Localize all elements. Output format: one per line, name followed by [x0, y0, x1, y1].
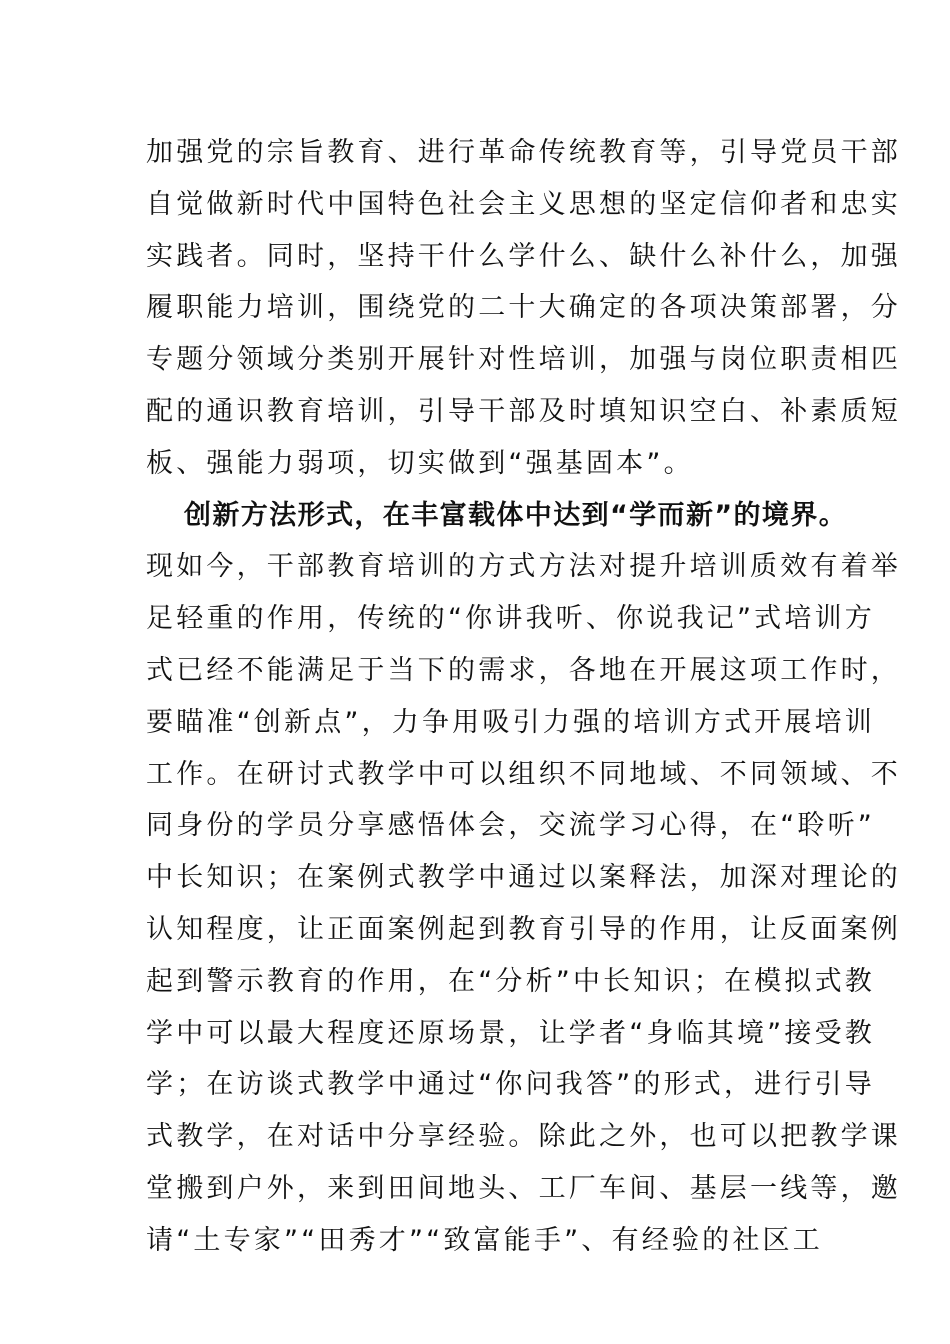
- text-line: 足轻重的作用，传统的“你讲我听、你说我记”式培训方: [146, 603, 875, 635]
- text-line: 式教学，在对话中分享经验。除此之外，也可以把教学课: [146, 1121, 901, 1153]
- text-line: 认知程度，让正面案例起到教育引导的作用，让反面案例: [146, 913, 901, 945]
- text-line: 式已经不能满足于当下的需求，各地在开展这项工作时，: [146, 654, 901, 686]
- text-line: 工作。在研讨式教学中可以组织不同地域、不同领域、不: [146, 758, 901, 790]
- text-line: 配的通识教育培训，引导干部及时填知识空白、补素质短: [146, 395, 901, 427]
- text-line: 学中可以最大程度还原场景，让学者“身临其境”接受教: [146, 1017, 875, 1049]
- text-line: 请“土专家”“田秀才”“致富能手”、有经验的社区工: [146, 1224, 823, 1256]
- text-line: 履职能力培训，围绕党的二十大确定的各项决策部署，分: [146, 292, 901, 324]
- text-line: 专题分领域分类别开展针对性培训，加强与岗位职责相匹: [146, 344, 901, 376]
- text-line: 中长知识；在案例式教学中通过以案释法，加深对理论的: [146, 862, 901, 894]
- text-line: 现如今，干部教育培训的方式方法对提升培训质效有着举: [146, 551, 901, 583]
- body-text: [146, 127, 901, 1267]
- text-line: 加强党的宗旨教育、进行革命传统教育等，引导党员干部: [146, 137, 901, 168]
- text-line: 堂搬到户外，来到田间地头、工厂车间、基层一线等，邀: [146, 1172, 901, 1204]
- text-line: 板、强能力弱项，切实做到“强基固本”。: [146, 447, 694, 479]
- text-line: 同身份的学员分享感悟体会，交流学习心得，在“聆听”: [146, 810, 875, 842]
- text-line: 要瞄准“创新点”，力争用吸引力强的培训方式开展培训: [146, 706, 875, 738]
- text-line: 起到警示教育的作用，在“分析”中长知识；在模拟式教: [146, 965, 875, 997]
- section-heading: 创新方法形式，在丰富载体中达到“学而新”的境界。: [184, 499, 848, 531]
- text-line: 实践者。同时，坚持干什么学什么、缺什么补什么，加强: [146, 240, 901, 272]
- text-line: 学；在访谈式教学中通过“你问我答”的形式，进行引导: [146, 1069, 875, 1101]
- text-line: 自觉做新时代中国特色社会主义思想的坚定信仰者和忠实: [146, 188, 901, 220]
